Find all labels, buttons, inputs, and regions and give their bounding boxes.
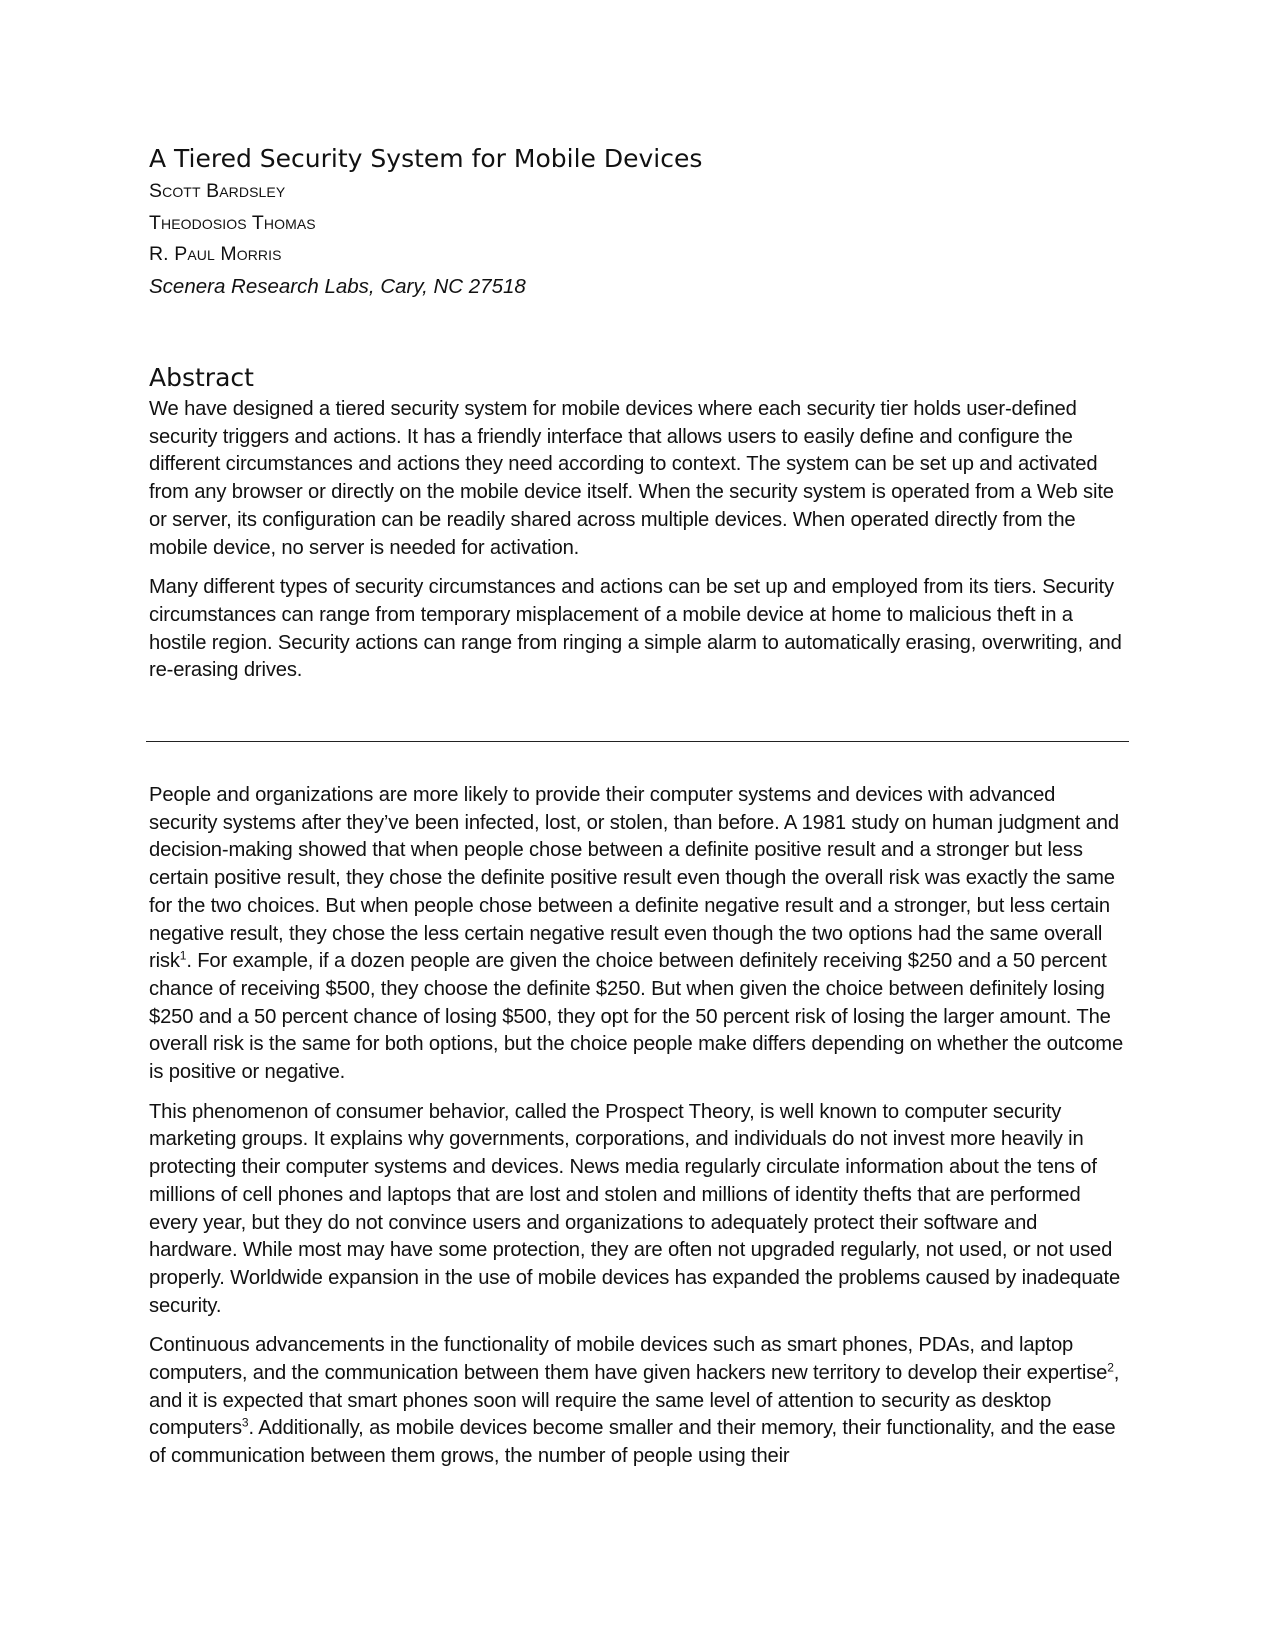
paper-title: A Tiered Security System for Mobile Devices: [149, 144, 703, 173]
body-paragraph-1-text-a: People and organizations are more likely to provide their computer systems and devices with advanced security systems after they’ve been infected, lost, or stolen, than before. A 1981 study on human judgment and decision-making showed that when people chose between a definite positive result and a stronger but less certain positive result, they chose the definite positive result even though the overall risk was exactly the same for the two choices. But when people chose between a definite negative result and a stronger, but less certain negative result, they chose the less certain negative result even though the two options had the same overall risk: [149, 784, 1119, 973]
body-paragraph-3: [149, 1332, 1126, 1471]
body-paragraph-1-text-b: . For example, if a dozen people are given the choice between definitely receiving $250 and a 50 percent chance of receiving $500, they choose the definite $250. But when given the choice between definitely losing $250 and a 50 percent chance of losing $500, they opt for the 50 percent risk of losing the larger amount. The overall risk is the same for both options, but the choice people make differs depending on whether the outcome is positive or negative.: [149, 950, 1124, 1084]
author-3: R. Paul Morris: [149, 243, 282, 265]
abstract-heading: Abstract: [149, 363, 254, 392]
reference-1: 1: [179, 948, 187, 963]
body-paragraph-3-text-a: Continuous advancements in the functionality of mobile devices such as smart phones, PDAs, and laptop computers, and the communication between them have given hackers new territory to develop their expertise: [149, 1334, 1108, 1385]
body-paragraph-3-text-c: . Additionally, as mobile devices become smaller and their memory, their functionality, and the ease of communication between them grows, the number of people using their: [149, 1417, 1116, 1468]
affiliation: Scenera Research Labs, Cary, NC 27518: [149, 274, 526, 298]
body-paragraph-1: [149, 782, 1126, 1087]
section-divider: [146, 741, 1129, 742]
author-2: Theodosios Thomas: [149, 211, 316, 234]
reference-2: 2: [1107, 1360, 1114, 1375]
abstract-body: [149, 396, 1126, 685]
abstract-paragraph-2: Many different types of security circumstances and actions can be set up and employed from its tiers. Security circumstances can range from temporary misplacement of a mobile device at home to malicious theft in a hostile region. Security actions can range from ringing a simple alarm to automatically erasing, overwriting, and re-erasing drives.: [149, 576, 1122, 682]
body-text: [149, 782, 1126, 1483]
abstract-paragraph-1: We have designed a tiered security system for mobile devices where each security tier holds user-defined security triggers and actions. It has a friendly interface that allows users to easily define and configure the different circumstances and actions they need according to context. The system can be set up and activated from any browser or directly on the mobile device itself. When the security system is operated from a Web site or server, its configuration can be readily shared across multiple devices. When operated directly from the mobile device, no server is needed for activation.: [149, 398, 1114, 559]
body-paragraph-2: This phenomenon of consumer behavior, called the Prospect Theory, is well known to computer security marketing groups. It explains why governments, corporations, and individuals do not invest more heavily in protecting their computer systems and devices. News media regularly circulate information about the tens of millions of cell phones and laptops that are lost and stolen and millions of identity thefts that are performed every year, but they do not convince users and organizations to adequately protect their software and hardware. While most may have some protection, they are often not upgraded regularly, not used, or not used properly. Worldwide expansion in the use of mobile devices has expanded the problems caused by inadequate security.: [149, 1100, 1121, 1317]
front-matter: [149, 142, 1126, 697]
author-1: Scott Bardsley: [149, 180, 286, 202]
body-paragraph-3-text-b: , and it is expected that smart phones soon will require the same level of attention to security as desktop computers: [149, 1362, 1120, 1440]
reference-3: 3: [241, 1415, 249, 1430]
